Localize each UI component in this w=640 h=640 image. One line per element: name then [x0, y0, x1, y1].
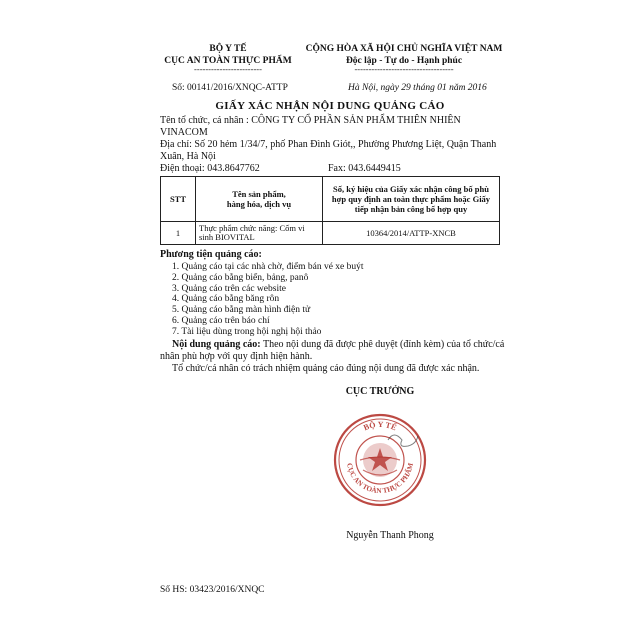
stamp-top-text: BỘ Y TẾ	[362, 419, 398, 433]
content-line1	[172, 339, 504, 350]
signer-role: CỤC TRƯỞNG	[345, 386, 415, 397]
org-address-line1: Địa chỉ: Số 20 hẻm 1/34/7, phố Phan Đình Giót,, Phường Phương Liệt, Quận Thanh	[160, 139, 497, 150]
content-text-line1: Theo nội dung đã được phê duyệt (đính kèm) của tổ chức/cá	[260, 339, 505, 350]
official-stamp	[330, 410, 430, 510]
org-name-line2: VINACOM	[160, 127, 208, 138]
table-cell-cert: 10364/2014/ATTP-XNCB	[323, 222, 500, 245]
table-header-cert: Số, ký hiệu của Giấy xác nhận công bố phù hợp quy định an toàn thực phẩm hoặc Giấy tiếp nhận bản công bố hợp quy	[323, 177, 500, 222]
table-cell-product: Thực phẩm chức năng: Cốm vi sinh BIOVITAL	[196, 222, 323, 245]
table-header-row	[161, 177, 500, 222]
media-list	[172, 262, 364, 338]
list-item: 4. Quảng cáo bằng băng rôn	[172, 294, 280, 305]
table-header-stt: STT	[161, 177, 196, 222]
org-phone: Điện thoại: 043.8647762	[160, 163, 260, 174]
document-title: GIẤY XÁC NHẬN NỘI DUNG QUẢNG CÁO	[215, 100, 445, 112]
table-cell-stt: 1	[161, 222, 196, 245]
list-item: 3. Quảng cáo trên các website	[172, 283, 286, 294]
list-item: 6. Quảng cáo trên báo chí	[172, 315, 270, 326]
table-header-product: Tên sản phẩm, hàng hóa, dịch vụ	[196, 177, 323, 222]
ministry-name: BỘ Y TẾ	[209, 44, 247, 54]
content-label: Nội dung quảng cáo:	[172, 339, 261, 350]
document-number: Số: 00141/2016/XNQC-ATTP	[172, 83, 288, 93]
motto: Độc lập - Tự do - Hạnh phúc	[345, 56, 463, 66]
document-date: Hà Nội, ngày 29 tháng 01 năm 2016	[348, 83, 487, 93]
stamp-seal-icon	[330, 410, 430, 510]
table-row	[161, 222, 500, 245]
signer-name: Nguyễn Thanh Phong	[346, 530, 434, 541]
content-text-line2: nhân phù hợp với quy định hiện hành.	[160, 351, 313, 362]
stamp-ring-text: CỤC AN TOÀN THỰC PHẨM	[345, 462, 415, 496]
list-item: 5. Quảng cáo bằng màn hình điện tử	[172, 305, 311, 316]
left-header-rule: ------------------------	[194, 64, 262, 74]
file-number: Số HS: 03423/2016/XNQC	[160, 585, 265, 595]
org-name-line1: Tên tổ chức, cá nhân : CÔNG TY CỔ PHẦN SẢN PHẨM THIÊN NHIÊN	[160, 115, 461, 126]
right-header-rule: -----------------------------------	[354, 64, 454, 74]
department-name: CỤC AN TOÀN THỰC PHẨM	[164, 56, 292, 66]
media-heading: Phương tiện quảng cáo:	[160, 249, 262, 260]
list-item: 2. Quảng cáo bằng biển, bảng, panô	[172, 272, 309, 283]
org-address-line2: Xuân, Hà Nội	[160, 151, 216, 162]
product-table	[160, 176, 500, 245]
list-item: 7. Tài liệu dùng trong hội nghị hội thảo	[172, 326, 322, 337]
svg-text:BỘ Y TẾ	[362, 420, 398, 432]
org-fax: Fax: 043.6449415	[328, 163, 401, 174]
country-name: CỘNG HÒA XÃ HỘI CHỦ NGHĨA VIỆT NAM	[305, 44, 503, 54]
responsibility-text: Tổ chức/cá nhân có trách nhiệm quảng cáo đúng nội dung đã được xác nhận.	[172, 363, 480, 374]
list-item: 1. Quảng cáo tại các nhà chờ, điểm bán vé xe buýt	[172, 262, 364, 272]
